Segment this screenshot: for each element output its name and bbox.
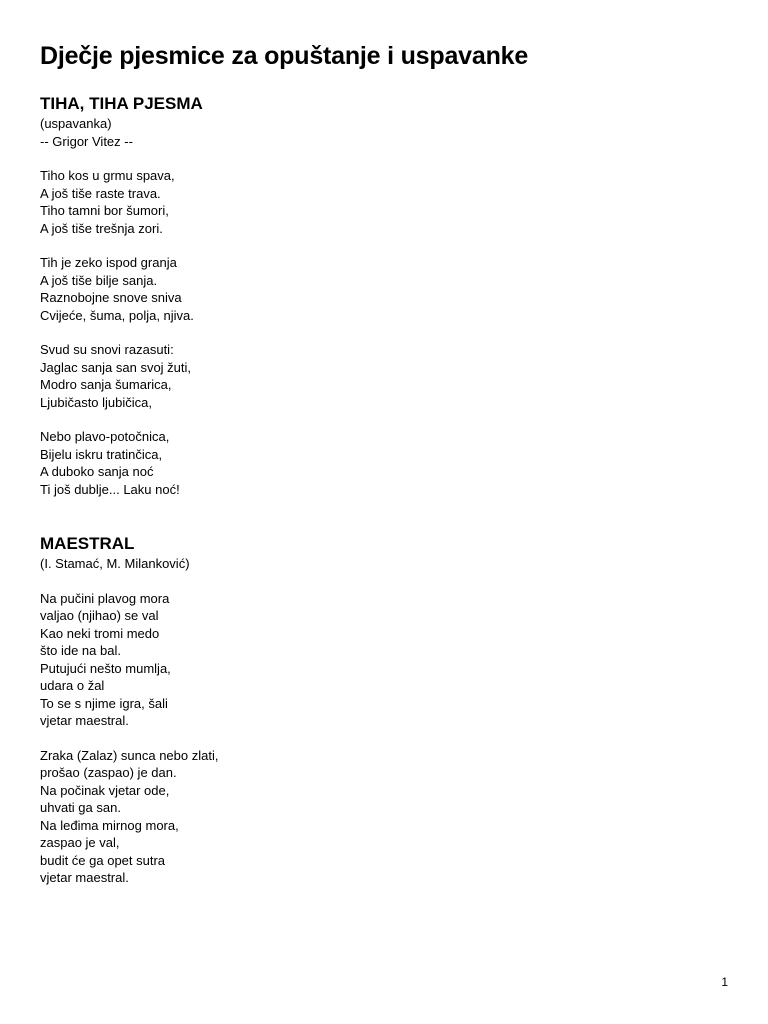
verse-line: prošao (zaspao) je dan. — [40, 765, 177, 780]
verse-line: A duboko sanja noć — [40, 464, 154, 479]
stanza — [40, 747, 218, 887]
verse-line: Cvijeće, šuma, polja, njiva. — [40, 307, 194, 323]
verse-line: Kao neki tromi medo — [40, 625, 160, 641]
verse-line: vjetar maestral. — [40, 713, 129, 728]
page-title: Dječje pjesmice za opuštanje i uspavanke — [40, 42, 529, 70]
verse-line: To se s njime igra, šali — [40, 695, 168, 711]
poem-title: TIHA, TIHA PJESMA — [40, 94, 203, 113]
verse-line: vjetar maestral. — [40, 870, 129, 885]
verse-line: zaspao je val, — [40, 835, 120, 850]
stanza — [40, 428, 203, 498]
verse-line: Tiho tamni bor šumori, — [40, 203, 169, 218]
poem-author: (I. Stamać, M. Milanković) — [40, 556, 190, 571]
poem-maestral — [40, 533, 218, 887]
poem-subtitle: (uspavanka) — [40, 116, 112, 131]
verse-line: Na počinak vjetar ode, — [40, 782, 170, 798]
verse-line: Nebo plavo-potočnica, — [40, 429, 170, 444]
verse-line: uhvati ga san. — [40, 800, 121, 815]
verse-line: što ide na bal. — [40, 643, 121, 658]
verse-line: A još tiše raste trava. — [40, 185, 161, 201]
verse-line: Ljubičasto ljubičica, — [40, 394, 153, 410]
stanza — [40, 167, 203, 237]
poem-tiha-tiha-pjesma — [40, 93, 203, 498]
verse-line: A još tiše trešnja zori. — [40, 220, 163, 236]
stanza — [40, 590, 218, 730]
poem-author: -- Grigor Vitez -- — [40, 133, 133, 149]
page-number: 1 — [721, 975, 728, 989]
verse-line: Jaglac sanja san svoj žuti, — [40, 359, 192, 375]
stanza — [40, 254, 203, 324]
verse-line: Na leđima mirnog mora, — [40, 817, 179, 833]
verse-line: Tih je zeko ispod granja — [40, 255, 177, 270]
verse-line: Modro sanja šumarica, — [40, 377, 172, 392]
verse-line: Putujući nešto mumlja, — [40, 660, 171, 676]
stanza — [40, 341, 203, 411]
verse-line: Raznobojne snove sniva — [40, 290, 182, 305]
verse-line: Svud su snovi razasuti: — [40, 342, 174, 357]
verse-line: udara o žal — [40, 678, 105, 693]
verse-line: Ti još dublje... Laku noć! — [40, 481, 180, 497]
verse-line: Na pučini plavog mora — [40, 590, 170, 606]
verse-line: valjao (njihao) se val — [40, 608, 159, 623]
verse-line: budit će ga opet sutra — [40, 852, 166, 868]
poem-title: MAESTRAL — [40, 534, 135, 553]
verse-line: Bijelu iskru tratinčica, — [40, 446, 163, 462]
verse-line: A još tiše bilje sanja. — [40, 272, 158, 288]
verse-line: Tiho kos u grmu spava, — [40, 168, 175, 183]
verse-line: Zraka (Zalaz) sunca nebo zlati, — [40, 747, 219, 763]
